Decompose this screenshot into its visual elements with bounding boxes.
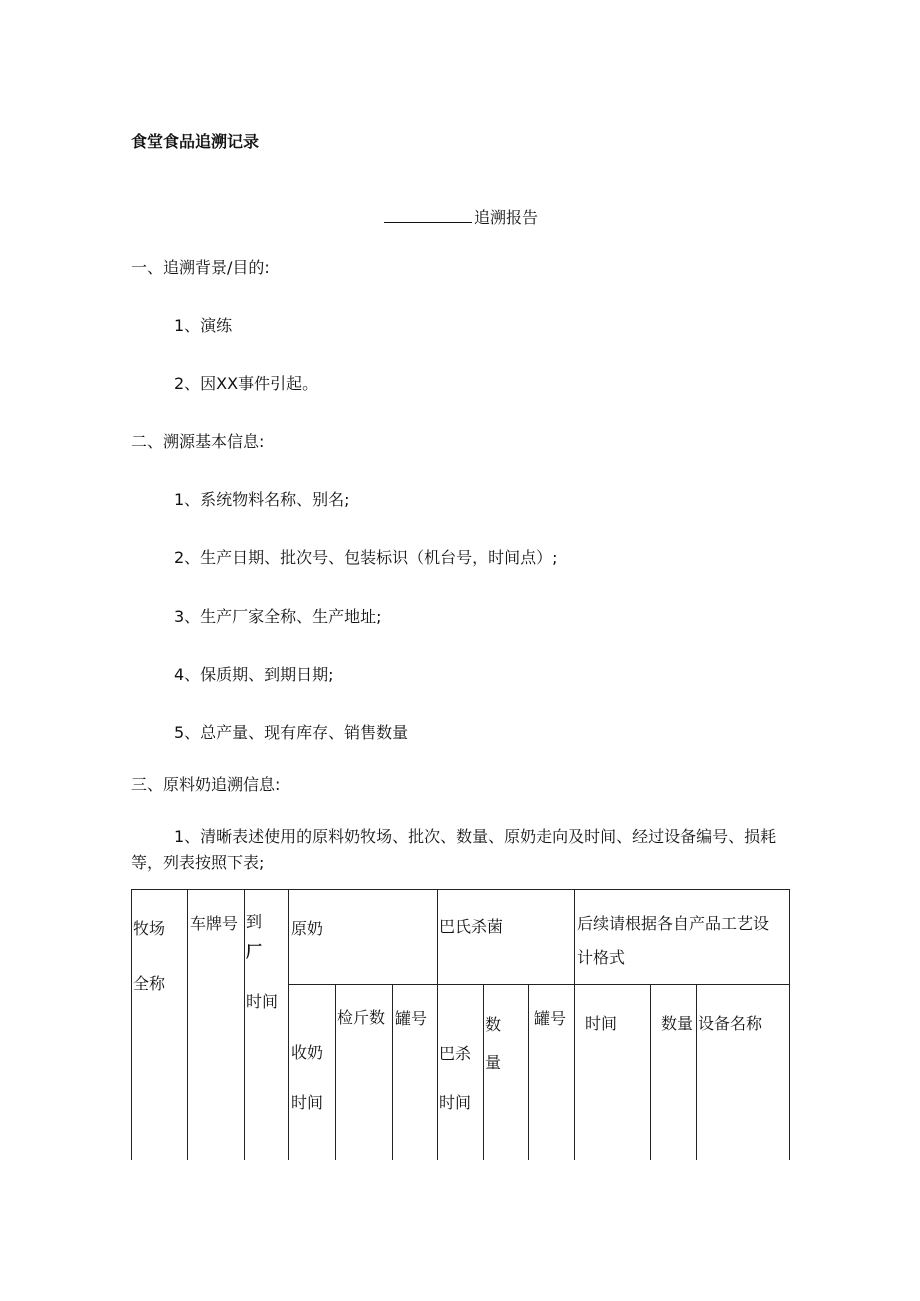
cell-followup: 后续请根据各自产品工艺设 [577,914,770,933]
cell-raw-milk: 原奶 [291,919,324,938]
section1-item: 2、因XX事件引起。 [174,374,319,393]
section2-item: 3、生产厂家全称、生产地址; [174,607,382,626]
table-header-divider [288,984,790,985]
table-col-divider [650,984,651,1160]
table-col-divider [392,984,393,1160]
cell-pasteurization: 巴氏杀菌 [439,917,504,936]
section2-item: 5、总产量、现有库存、销售数量 [174,723,409,742]
cell-time: 时间 [585,1014,618,1033]
cell-quantity: 量 [485,1053,502,1072]
table-col-divider [187,889,188,1160]
table-border-top [131,889,790,890]
cell-pasteurize-time: 时间 [439,1093,472,1112]
section2-item: 4、保质期、到期日期; [174,665,334,684]
cell-farm: 全称 [133,974,166,993]
cell-receive-time: 时间 [291,1093,324,1112]
table-col-divider [335,984,336,1160]
cell-arrival-time: 时间 [246,992,279,1011]
cell-arrival-time: 到 [246,912,263,931]
cell-plate-number: 车牌号 [190,914,239,933]
cell-pasteurize-time: 巴杀 [439,1044,472,1063]
cell-followup: 计格式 [577,948,626,967]
section2-item: 2、生产日期、批次号、包装标识（机台号，时间点）; [174,548,558,567]
cell-equipment-name: 设备名称 [698,1014,763,1033]
table-col-divider [528,984,529,1160]
cell-quantity: 数 [485,1015,502,1034]
cell-receive-time: 收奶 [291,1043,324,1062]
cell-tank-number: 罐号 [395,1009,428,1028]
cell-weigh-count: 检斤数 [337,1008,386,1027]
section2-item: 1、系统物料名称、别名; [174,490,350,509]
section3-paragraph: 1、清晰表述使用的原料奶牧场、批次、数量、原奶走向及时间、经过设备编号、损耗等，列表按照下表; [131,827,777,872]
table-col-divider [696,984,697,1160]
cell-farm: 牧场 [133,919,166,938]
section1-item: 1、演练 [174,316,233,335]
table-col-divider [574,889,575,1160]
table-col-divider [483,984,484,1160]
cell-quantity: 数量 [661,1014,694,1033]
report-title-text: 追溯报告 [474,208,539,227]
traceability-table [131,889,790,1160]
cell-arrival-time: 厂 [246,942,263,961]
table-col-divider [437,889,438,1160]
document-title: 食堂食品追溯记录 [131,132,260,151]
report-title [384,205,538,228]
table-col-divider [244,889,245,1160]
table-border-right [789,889,790,1160]
table-border-left [131,889,132,1160]
section2-heading: 二、溯源基本信息: [131,432,265,451]
table-col-divider [288,889,289,1160]
report-name-blank [384,208,472,223]
cell-tank-number: 罐号 [534,1009,567,1028]
section1-heading: 一、追溯背景/目的: [131,258,270,277]
section3-heading: 三、原料奶追溯信息: [131,775,281,794]
